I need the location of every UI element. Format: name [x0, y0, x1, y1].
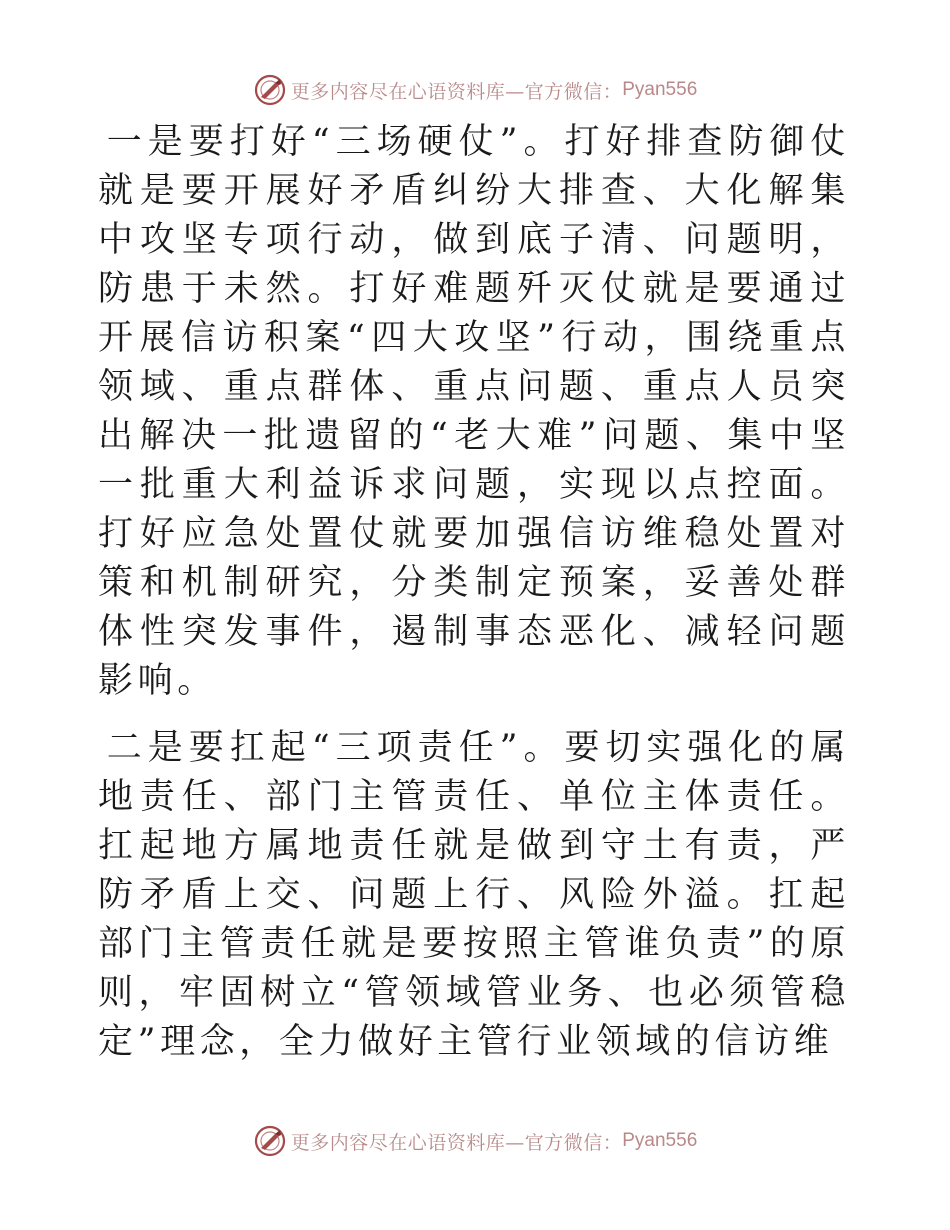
footer-watermark	[0, 1123, 950, 1159]
watermark-logo-icon	[253, 1124, 287, 1158]
watermark-text: 更多内容尽在心语资料库—官方微信：	[290, 80, 623, 103]
paragraph-1: 一是要打好“三场硬仗”。打好排查防御仗就是要开展好矛盾纠纷大排查、大化解集中攻坚专项行动，做到底子清、问题明，防患于未然。打好难题歼灭仗就是要通过开展信访积案“四大攻坚”行动，围绕重点领域、重点群体、重点问题、重点人员突出解决一批遗留的“老大难”问题、集中坚一批重大利益诉求问题，实现以点控面。打好应急处置仗就要加强信访维稳处置对策和机制研究，分类制定预案，妥善处群体性突发事件，遏制事态恶化、减轻问题影响。	[98, 122, 850, 701]
watermark-logo-icon	[253, 73, 287, 107]
watermark-wechat-id: Pyan556	[622, 1130, 698, 1151]
header-watermark	[0, 72, 950, 108]
watermark-text: 更多内容尽在心语资料库—官方微信：	[290, 1131, 623, 1154]
document-body	[98, 118, 850, 1067]
paragraph-2: 二是要扛起“三项责任”。要切实强化的属地责任、部门主管责任、单位主体责任。扛起地方属地责任就是做到守土有责，严防矛盾上交、问题上行、风险外溢。扛起部门主管责任就是要按照主管谁负责”的原则，牢固树立“管领域管业务、也必须管稳定”理念，全力做好主管行业领域的信访维	[98, 728, 850, 1062]
watermark-wechat-id: Pyan556	[622, 79, 698, 100]
